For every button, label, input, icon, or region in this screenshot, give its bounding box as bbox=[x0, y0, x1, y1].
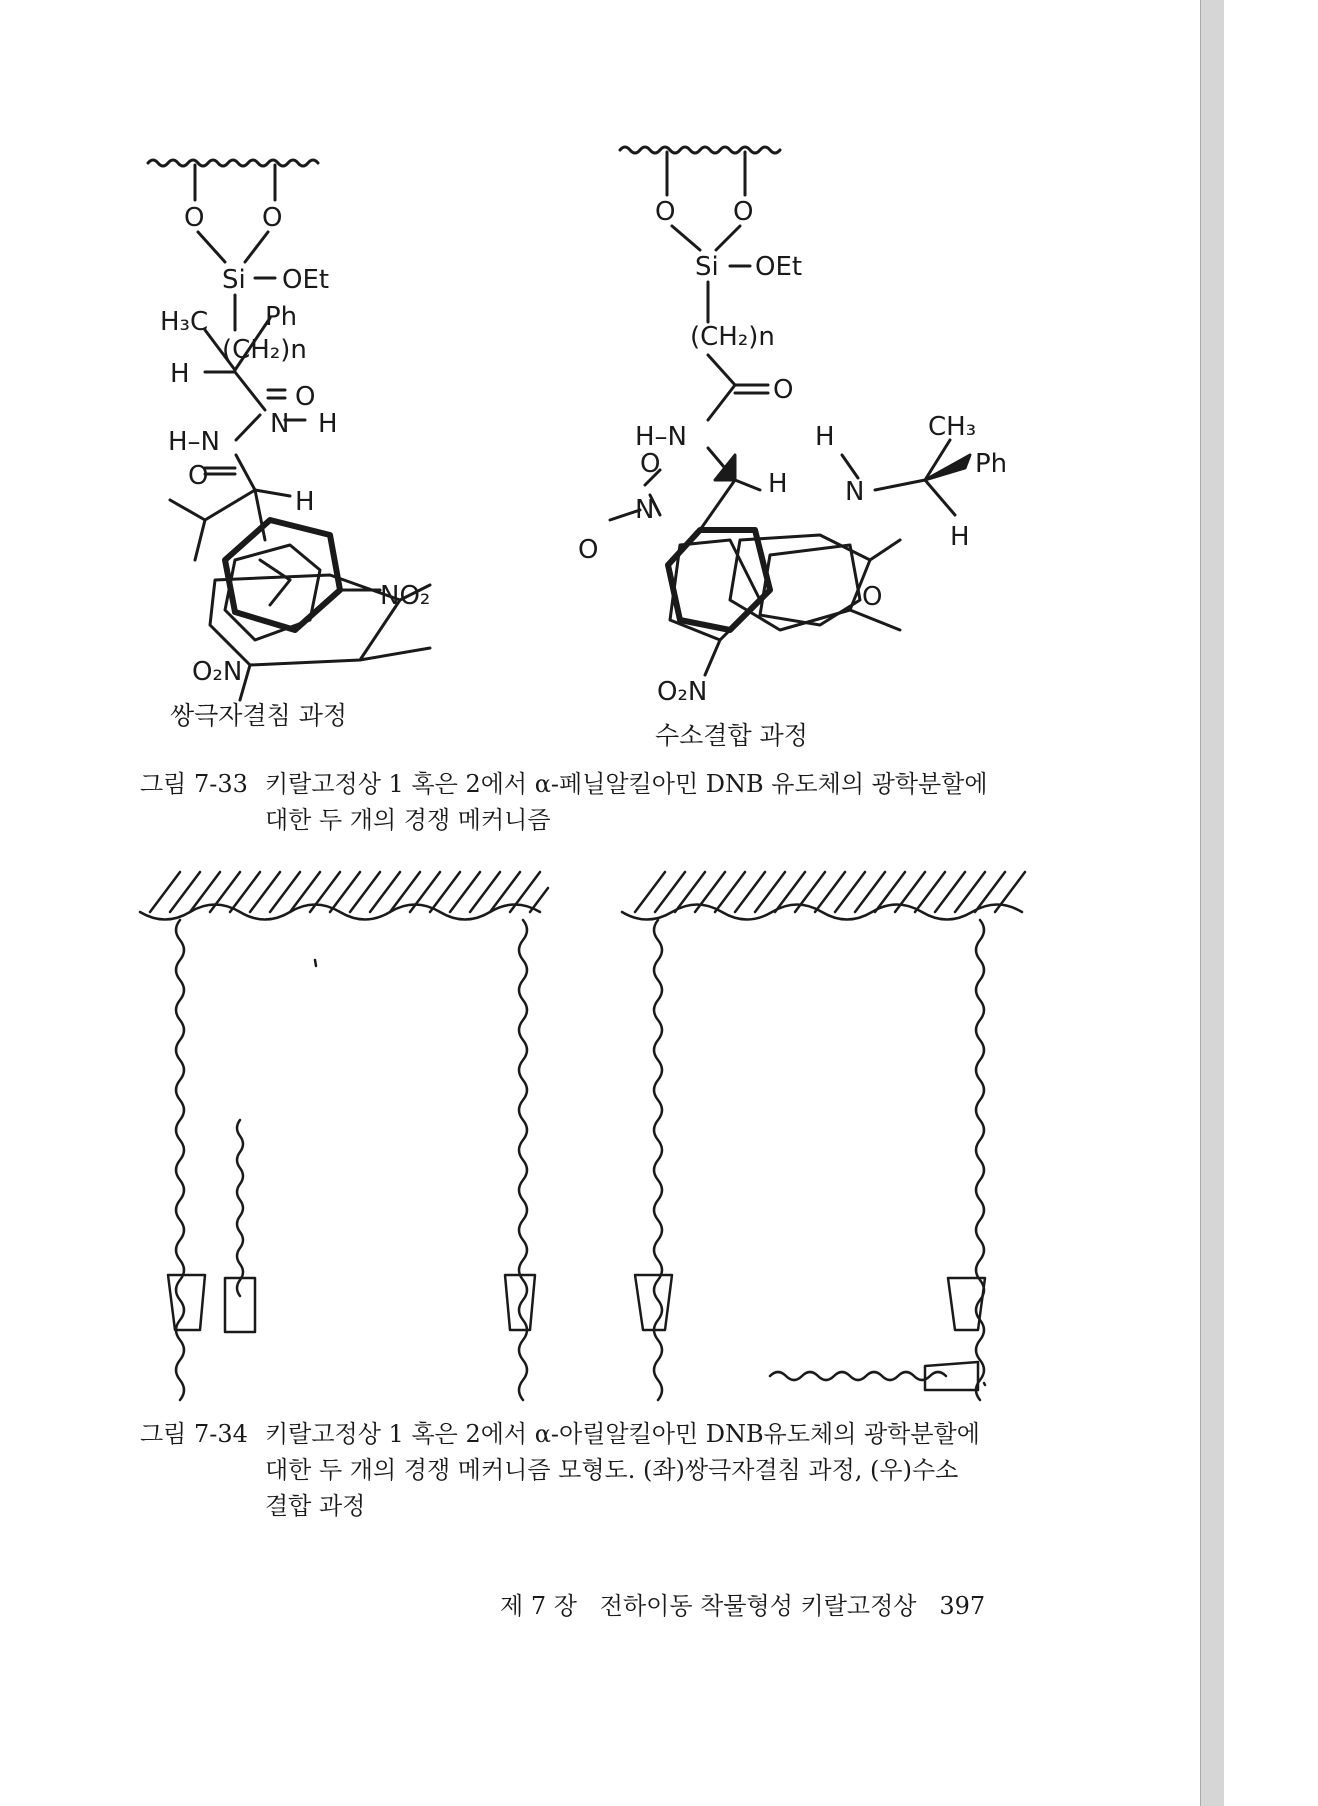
left-atom-ch2n: (CH₂)n bbox=[222, 335, 307, 365]
left-end-group-1 bbox=[168, 1275, 205, 1330]
caption-number: 그림 7-33 bbox=[140, 770, 248, 798]
left-atom-n: N bbox=[270, 409, 290, 439]
left-atom-h-ring: H bbox=[295, 487, 315, 517]
right-atom-o-carbonyl: O bbox=[773, 375, 794, 405]
caption-line-3: 결합 과정 bbox=[265, 1492, 366, 1520]
right-hatched-surface bbox=[622, 872, 1025, 920]
right-atom-si: Si bbox=[695, 252, 719, 282]
right-panel-label: 수소결합 과정 bbox=[655, 721, 808, 750]
figure-7-34-caption bbox=[140, 1416, 980, 1524]
caption-number: 그림 7-34 bbox=[140, 1420, 248, 1448]
left-panel-label: 쌍극자결침 과정 bbox=[170, 701, 347, 730]
right-atom-ch2n: (CH₂)n bbox=[690, 322, 775, 352]
right-end-group-1 bbox=[635, 1275, 672, 1330]
right-atom-o2: O bbox=[733, 197, 754, 227]
right-atom-o2n: O₂N bbox=[657, 677, 708, 707]
left-atom-oet: OEt bbox=[282, 265, 330, 295]
right-end-group-2 bbox=[948, 1278, 985, 1330]
left-atom-o-carbonyl: O bbox=[295, 382, 316, 412]
caption-line-2: 대한 두 개의 경쟁 메커니즘 모형도. (좌)쌍극자결침 과정, (우)수소 bbox=[265, 1456, 959, 1484]
left-end-group-2 bbox=[225, 1278, 255, 1332]
right-atom-h-stereo: H bbox=[950, 522, 970, 552]
caption-line-1: 키랄고정상 1 혹은 2에서 α-페닐알킬아민 DNB 유도체의 광학분할에 bbox=[265, 770, 988, 798]
left-atom-nh-h: H bbox=[318, 409, 338, 439]
right-atom-h-chiral: H bbox=[768, 469, 788, 499]
right-free-end-group bbox=[925, 1362, 978, 1390]
footer-page-number: 397 bbox=[939, 1592, 986, 1620]
right-atom-n: N bbox=[845, 477, 865, 507]
right-atom-n-nitro: N bbox=[635, 495, 655, 525]
left-atom-hn: H–N bbox=[168, 427, 220, 457]
footer-title: 전하이동 착물형성 키랄고정상 bbox=[599, 1592, 917, 1620]
background-margin bbox=[1224, 0, 1318, 1806]
left-atom-no2: NO₂ bbox=[380, 581, 431, 611]
page-footer bbox=[500, 1586, 985, 1621]
footer-chapter: 제 7 장 bbox=[500, 1592, 577, 1620]
caption-line-2: 대한 두 개의 경쟁 메커니즘 bbox=[265, 806, 551, 834]
right-atom-ph: Ph bbox=[975, 449, 1008, 479]
right-atom-o1: O bbox=[655, 197, 676, 227]
left-hatched-surface bbox=[140, 872, 548, 920]
right-atom-oet: OEt bbox=[755, 252, 803, 282]
right-atom-o-nitro1: O bbox=[578, 535, 599, 565]
left-atom-ph: Ph bbox=[265, 302, 298, 332]
left-atom-h3c: H₃C bbox=[160, 307, 209, 337]
left-atom-o2: O bbox=[262, 203, 283, 233]
right-atom-h-n: H bbox=[815, 422, 835, 452]
left-atom-h: H bbox=[170, 359, 190, 389]
caption-line-1: 키랄고정상 1 혹은 2에서 α-아릴알킬아민 DNB유도체의 광학분할에 bbox=[265, 1420, 980, 1448]
right-atom-o-ring: O bbox=[862, 582, 883, 612]
right-atom-o-ester: O bbox=[640, 449, 661, 479]
page-edge-shadow bbox=[1200, 0, 1225, 1806]
left-atom-o2n: O₂N bbox=[192, 657, 243, 687]
right-atom-ch3: CH₃ bbox=[928, 412, 977, 442]
left-atom-si: Si bbox=[222, 265, 246, 295]
right-free-chain bbox=[770, 1372, 946, 1380]
left-atom-o1: O bbox=[184, 203, 205, 233]
right-atom-hn: H–N bbox=[635, 422, 687, 452]
left-atom-o-amide: O bbox=[188, 461, 209, 491]
